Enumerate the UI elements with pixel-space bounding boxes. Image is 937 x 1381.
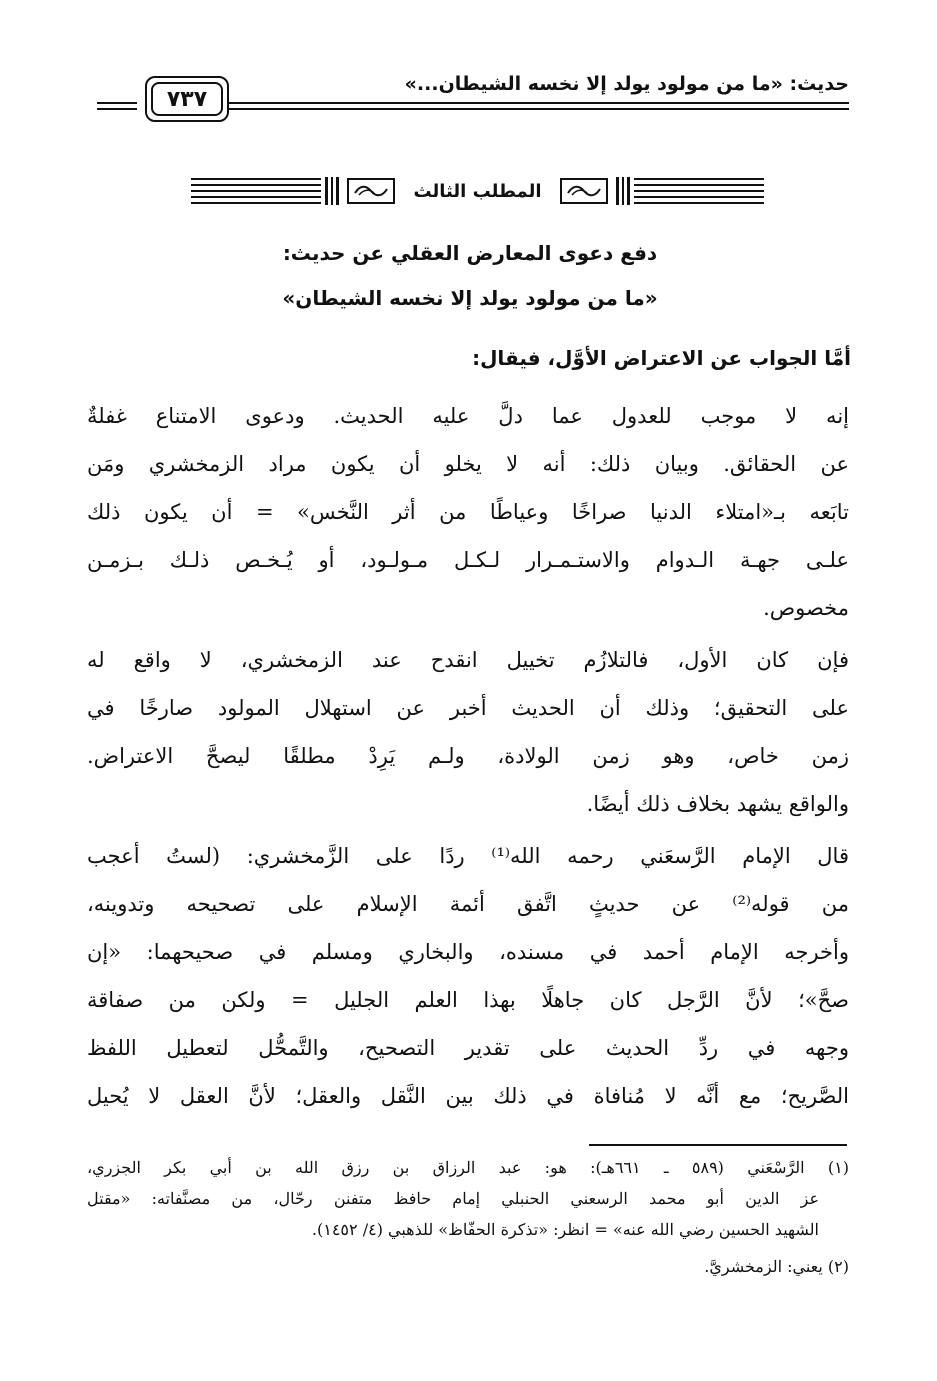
ornament-flourish-icon <box>560 178 608 204</box>
flourish-icon <box>352 183 390 199</box>
page-number-frame <box>145 76 229 122</box>
text-line: وجهه في ردِّ الحديث على تقدير التصحيح، والتَّمحُّل لتعطيل اللفظ <box>87 1036 849 1060</box>
section-title: المطلب الثالث <box>413 180 542 202</box>
footnote-separator <box>589 1144 847 1146</box>
paragraph-1 <box>87 392 849 632</box>
footnote-line: (١) الرَّسْعَني (٥٨٩ ـ ٦٦١هـ): هو: عبد الرزاق بن رزق الله بن أبي بكر الجزري، <box>87 1158 849 1177</box>
answer-subheading: أمَّا الجواب عن الاعتراض الأوَّل، فيقال: <box>472 346 851 370</box>
ornament-lines-left <box>191 178 321 204</box>
text-line: زمن خاص، وهو زمن الولادة، ولـم يَرِدْ مطلقًا ليصحَّ الاعتراض. <box>87 744 849 768</box>
text-line: مخصوص. <box>763 596 849 620</box>
text-line: على التحقيق؛ وذلك أن الحديث أخبر عن استهلال المولود صارخًا في <box>87 696 849 720</box>
text-line: تابَعه بـ«امتلاء الدنيا صراخًا وعياطًا من أثر النَّخس» = أن يكون ذلك <box>87 500 849 524</box>
header-rule-left <box>97 102 137 110</box>
section-ornament <box>185 174 770 208</box>
footnotes <box>87 1152 849 1282</box>
running-title: حديث: «ما من مولود يولد إلا نخسه الشيطان...» <box>404 73 849 95</box>
text-line: وأخرجه الإمام أحمد في مسنده، والبخاري ومسلم في صحيحهما: «إن <box>87 940 849 964</box>
footnote-line: عز الدين أبو محمد الرسعني الحنبلي إمام حافظ متفنن رحّال، من مصنَّفاته: «مقتل <box>87 1189 819 1208</box>
footnote-line: الشهيد الحسين رضي الله عنه» = انظر: «تذكرة الحفّاظ» للذهبي (٤/ ١٤٥٢). <box>311 1220 819 1239</box>
text-line: صحَّ»؛ لأنَّ الرَّجل كان جاهلًا بهذا العلم الجليل = ولكن من صفاقة <box>87 988 849 1012</box>
text-line: عن الحقائق. وبيان ذلك: أنه لا يخلو أن يكون مراد الزمخشري ومَن <box>87 452 849 476</box>
ornament-bars-icon <box>616 177 630 205</box>
chapter-title-line2: «ما من مولود يولد إلا نخسه الشيطان» <box>282 286 658 310</box>
paragraph-2 <box>87 636 849 828</box>
text-line: والواقع يشهد بخلاف ذلك أيضًا. <box>586 792 849 816</box>
text-line: الصَّريح؛ مع أنَّه لا مُنافاة في ذلك بين النَّقل والعقل؛ لأنَّ العقل لا يُحيل <box>87 1084 849 1108</box>
page-number: ٧٣٧ <box>151 82 223 116</box>
ornament-bars-icon-left <box>325 177 339 205</box>
text-line: قال الإمام الرَّسعَني رحمه الله⁽¹⁾ ردًا على الزَّمخشري: (لستُ أعجب <box>87 844 849 868</box>
ornament-lines-right <box>634 178 764 204</box>
text-line: فإن كان الأول، فالتلازُم تخييل انقدح عند الزمخشري، لا واقع له <box>87 648 849 672</box>
text-line: من قوله⁽²⁾ عن حديثٍ اتَّفق أئمة الإسلام على تصحيحه وتدوينه، <box>87 892 849 916</box>
chapter-title-line1: دفع دعوى المعارض العقلي عن حديث: <box>282 241 658 265</box>
flourish-icon <box>565 183 603 199</box>
footnote-line: (٢) يعني: الزمخشريَّ. <box>704 1257 849 1276</box>
paragraph-3 <box>87 832 849 1120</box>
text-line: إنه لا موجب للعدول عما دلَّ عليه الحديث. ودعوى الامتناع غفلةٌ <box>87 404 850 428</box>
text-line: علـى جهـة الـدوام والاستـمـرار لـكـل مـولـود، أو يُـخـص ذلـك بـزمـن <box>87 548 849 572</box>
header-rule <box>229 102 849 110</box>
ornament-flourish-icon-left <box>347 178 395 204</box>
